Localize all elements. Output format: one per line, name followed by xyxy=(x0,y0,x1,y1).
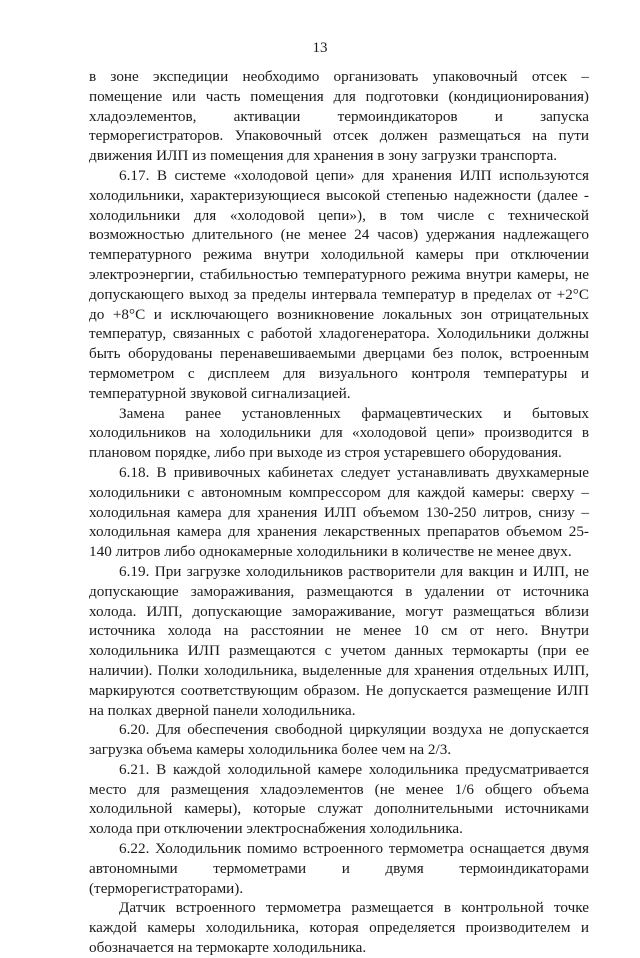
paragraph: 6.22. Холодильник помимо встроенного термометра оснащается двумя автономными термометрами и двумя термоиндикаторами (терморегистраторами). xyxy=(89,840,589,897)
paragraph: Замена ранее установленных фармацевтических и бытовых холодильников на холодильники для «холодовой цепи» производится в плановом порядке, либо при выходе из строя устаревшего оборудования. xyxy=(89,404,589,462)
paragraph: 6.20. Для обеспечения свободной циркуляции воздуха не допускается загрузка объема камеры холодильника более чем на 2/3. xyxy=(89,721,589,759)
paragraph: Датчик встроенного термометра размещается в контрольной точке каждой камеры холодильника, которая определяется производителем и обозначается на термокарте холодильника. xyxy=(89,899,589,957)
paragraph: 6.19. При загрузке холодильников растворители для вакцин и ИЛП, не допускающие замораживания, размещаются в удалении от источника холода. ИЛП, допускающие замораживание, могут размещаться вблизи источника холода на расстоянии не менее 10 см от него. Внутри холодильника ИЛП размещаются с учетом данных термокарты (при ее наличии). Полки холодильника, выделенные для хранения отдельных ИЛП, маркируются соответствующим образом. Не допускается размещение ИЛП на полках дверной панели холодильника. xyxy=(89,562,589,719)
paragraph: в зоне экспедиции необходимо организовать упаковочный отсек – помещение или часть помещения для подготовки (кондиционирования) хладоэлементов, активации термоиндикаторов и запуска терморегистраторов. Упаковочный отсек должен размещаться на пути движения ИЛП из помещения для хранения в зону загрузки транспорта. xyxy=(89,68,589,165)
page-number: 13 xyxy=(312,40,328,56)
paragraph: 6.21. В каждой холодильной камере холодильника предусматривается место для размещения хладоэлементов (не менее 1/6 общего объема холодильной камеры), которые служат дополнительными источниками холода при отключении электроснабжения холодильника. xyxy=(89,760,589,838)
paragraph: 6.18. В прививочных кабинетах следует устанавливать двухкамерные холодильники с автономным компрессором для каждой камеры: сверху – холодильная камера для хранения ИЛП объемом 130-250 литров, снизу – холодильная камера для хранения лекарственных препаратов объемом 25-140 литров либо однокамерные холодильники в количестве не менее двух. xyxy=(89,463,589,561)
document-body xyxy=(89,67,589,958)
paragraph: 6.17. В системе «холодовой цепи» для хранения ИЛП используются холодильники, характеризующиеся высокой степенью надежности (далее - холодильники для «холодовой цепи»), в том числе с технической возможностью длительного (не менее 24 часов) удержания надлежащего температурного режима внутри холодильной камеры при отключении электроэнергии, стабильностью температурного режима внутри камеры, не допускающего выход за пределы интервала температур в пределах от +2°C до +8°C и исключающего возникновение локальных зон отрицательных температур, связанных с работой хладогенератора. Холодильники должны быть оборудованы перенавешиваемыми дверцами без полок, встроенным термометром с дисплеем для визуального контроля температуры и температурной звуковой сигнализацией. xyxy=(89,166,589,402)
